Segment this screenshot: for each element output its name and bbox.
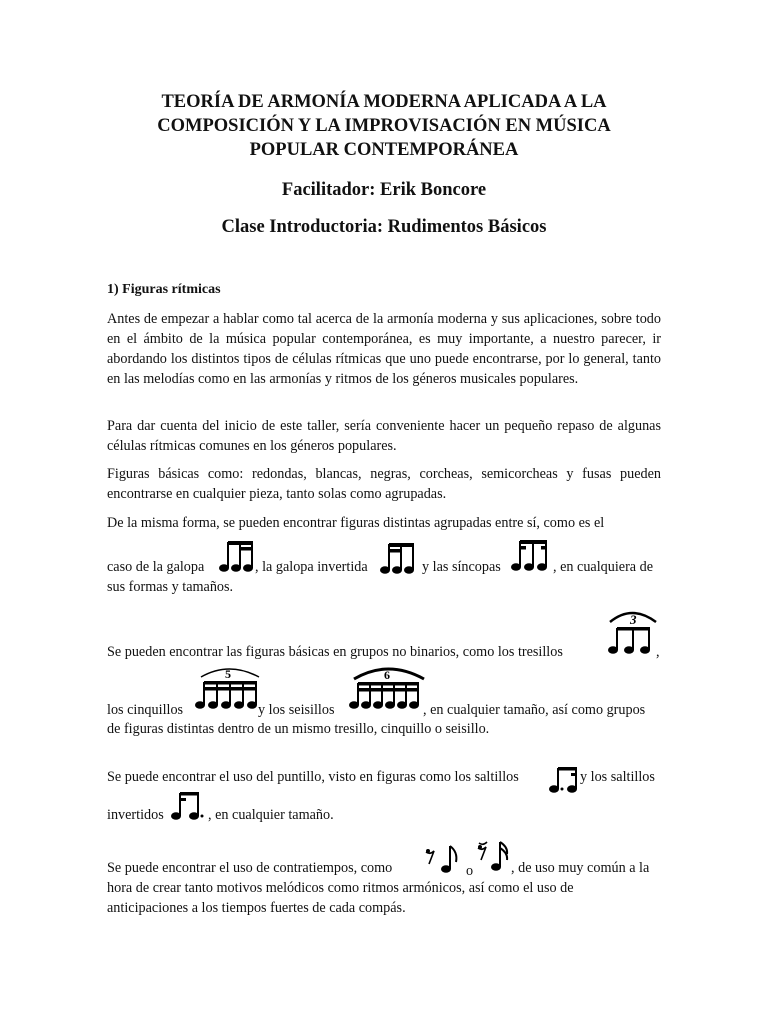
document-title — [80, 90, 688, 162]
tresillo-note-icon — [604, 606, 660, 658]
tuplet-3-label: 3 — [630, 612, 637, 627]
text-cinquillos: los cinquillos — [107, 702, 184, 718]
saltillo-note-icon — [548, 765, 582, 795]
cinquillo-note-icon — [193, 663, 265, 715]
paragraph-figuras-basicas: Figuras básicas como: redondas, blancas, negras, corcheas, semicorcheas y fusas pueden encontrarse en cualquier pieza, tanto solas como agrupadas. — [107, 466, 661, 502]
galopa-note-icon — [219, 538, 259, 574]
tuplet-6-label: 6 — [384, 668, 390, 682]
text-invertidos: invertidos — [107, 807, 164, 823]
text-comma: , — [656, 644, 660, 660]
text-saltillos: Se puede encontrar el uso del puntillo, visto en figuras como los saltillos — [107, 769, 519, 785]
text-galopa-invertida: , la galopa invertida — [255, 559, 368, 575]
paragraph-intro: Antes de empezar a hablar como tal acerca de la armonía moderna y sus aplicaciones, sobre todo en el ámbito de la música popular contemporánea, es muy importante, a nuestro parecer, ir abordando los distintos tipos de células rítmicas que uno puede encontrarse, por lo general, tanto en las melodías como en las armonías y ritmos de los géneros musicales populares. — [107, 311, 661, 387]
text-uso-comun: , de uso muy común a la — [511, 860, 650, 876]
saltillo-invertido-note-icon — [170, 790, 210, 822]
tuplet-5-label: 5 — [225, 667, 231, 681]
class-title: Clase Introductoria: Rudimentos Básicos — [221, 217, 547, 237]
facilitator-line: Facilitador: Erik Boncore — [281, 180, 487, 200]
text-o: o — [466, 863, 474, 879]
text-seisillos: y los seisillos — [258, 702, 335, 718]
galopa-invertida-note-icon — [380, 540, 420, 576]
text-anticipaciones: anticipaciones a los tiempos fuertes de cada compás. — [107, 900, 406, 916]
contratiempo-semicorchea-icon — [476, 838, 512, 874]
title-line-2: COMPOSICIÓN Y LA IMPROVISACIÓN EN MÚSICA — [157, 116, 611, 136]
paragraph-taller: Para dar cuenta del inicio de este taller, sería conveniente hacer un pequeño repaso de algunas células rítmicas comunes en los géneros populares. — [107, 418, 661, 454]
text-cualquier-tamano: , en cualquier tamaño, así como grupos — [423, 702, 646, 718]
text-galopa: caso de la galopa — [107, 559, 205, 575]
paragraph-figuras-agrupadas-line1: De la misma forma, se pueden encontrar figuras distintas agrupadas entre sí, como es el — [107, 515, 605, 531]
section-heading: 1) Figuras rítmicas — [107, 282, 221, 297]
text-sincopas: y las síncopas — [422, 559, 501, 575]
text-saltillos-2: y los saltillos — [580, 769, 655, 785]
text-contratiempos: Se puede encontrar el uso de contratiempos, como — [107, 860, 393, 876]
sincopa-note-icon — [510, 537, 552, 573]
text-cualquiera: , en cualquiera de — [553, 559, 654, 575]
text-cualquier-tamano-2: , en cualquier tamaño. — [208, 807, 334, 823]
text-hora-crear: hora de crear tanto motivos melódicos como ritmos armónicos, así como el uso de — [107, 880, 574, 896]
text-formas-tamanos: sus formas y tamaños. — [107, 579, 234, 595]
text-tresillos: Se pueden encontrar las figuras básicas en grupos no binarios, como los tresillos — [107, 644, 563, 660]
text-grupos-distintas: de figuras distintas dentro de un mismo tresillo, cinquillo o seisillo. — [107, 721, 490, 737]
seisillo-note-icon — [348, 663, 430, 715]
contratiempo-corchea-icon — [424, 842, 460, 876]
title-line-1: TEORÍA DE ARMONÍA MODERNA APLICADA A LA — [161, 92, 607, 112]
title-line-3: POPULAR CONTEMPORÁNEA — [249, 140, 519, 160]
